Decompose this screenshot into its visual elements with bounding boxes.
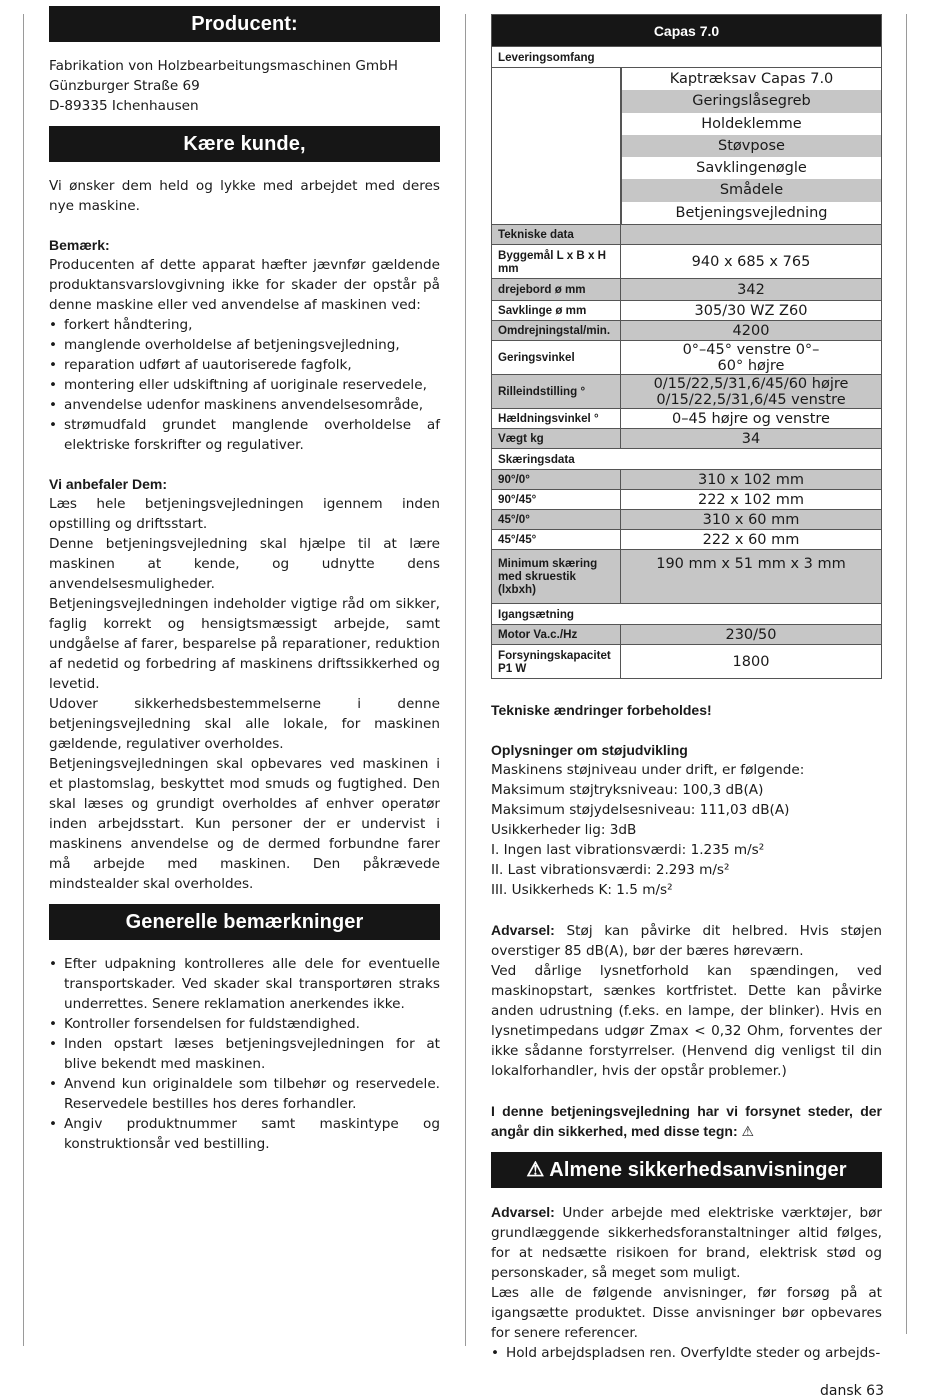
center-divider-line — [465, 14, 466, 1346]
spec-label: Omdrejningstal/min. — [492, 321, 621, 341]
list-item: • anvendelse udenfor maskinens anvendelsesområde, — [49, 395, 440, 415]
spec-value: 305/30 WZ Z60 — [621, 301, 882, 321]
spec-value: 0–45 højre og venstre — [621, 409, 882, 429]
anbefaler-title: Vi anbefaler Dem: — [49, 476, 168, 492]
greeting-text: Vi ønsker dem held og lykke med arbejdet med deres nye maskine. — [49, 178, 440, 214]
spec-value: 342 — [621, 279, 882, 301]
delivery-item: Holdeklemme — [621, 113, 881, 135]
lysnet-paragraph: Ved dårlige lysnetforhold kan spændingen, ved maskinopstart, sænkes kortfristet. Dette kan påvirke anden udrustning (f.eks. en lampe, der blinker). Hvis en lysnetimpedans udgør Zmax < 0,32 Ohm, forventes der ikke sådanne forstyrrelser. (Henvend dig venligst til din lokalforhandler, hvis der opstår problemer.) — [491, 963, 882, 1080]
spec-value: 4200 — [621, 321, 882, 341]
spec-label: Savklinge ø mm — [492, 301, 621, 321]
producent-heading: Producent: — [49, 6, 440, 42]
list-item: • Hold arbejdspladsen ren. Overfyldte steder og arbejds- — [491, 1343, 882, 1363]
list-item: • strømudfald grundet manglende overholdelse af elektriske forskrifter og regulativer. — [49, 415, 440, 455]
spec-table-title: Capas 7.0 — [492, 15, 882, 47]
spec-value: 0/15/22,5/31,6/45/60 højre 0/15/22,5/31,6/45 venstre — [621, 375, 882, 409]
address-line: Fabrikation von Holzbearbeitungsmaschinen GmbH — [49, 58, 398, 74]
advarsel2-text: Under arbejde med elektriske værktøjer, bør grundlæggende sikkerhedsforanstaltninger altid følges, for at nedsætte risikoen for brand, elektrisk stød og personskader, så meget som muligt. — [491, 1205, 882, 1282]
advarsel-label: Advarsel: — [491, 922, 555, 939]
list-item: • manglende overholdelse af betjeningsvejledning, — [49, 335, 440, 355]
stoj-title: Oplysninger om støjudvikling — [491, 742, 688, 759]
cut-value: 190 mm x 51 mm x 3 mm — [621, 550, 882, 604]
left-column — [49, 6, 440, 1154]
sikkerhed-heading-text: Almene sikkerhedsanvisninger — [549, 1159, 847, 1182]
cut-label: 45°/45° — [492, 530, 621, 550]
spec-value: 34 — [621, 429, 882, 449]
left-margin-line — [23, 14, 24, 1346]
list-item: • forkert håndtering, — [49, 315, 440, 335]
anbefaler-paragraph: Betjeningsvejledningen skal opbevares ved maskinen i et plastomslag, beskyttet mod smuds og fugtighed. Den skal læses og grundigt overholdes af enhver operatør inden arbejdsstart. Kun personer der er undervist i maskinens anvendelse og de dermed forbundne farer må arbejde med maskinen. Den påkrævede mindstealder skal overholdes. — [49, 756, 440, 892]
cut-value: 222 x 102 mm — [621, 490, 882, 510]
power-value: 230/50 — [621, 625, 882, 645]
laes-paragraph: Læs alle de følgende anvisninger, før forsøg på at igangsætte produktet. Disse anvisninger bør opbevares for senere referencer. — [491, 1285, 882, 1342]
power-label: Forsyningskapacitet P1 W — [492, 645, 621, 679]
cut-value: 310 x 102 mm — [621, 470, 882, 490]
bemaerk-title: Bemærk: — [49, 237, 110, 253]
bemaerk-list — [49, 315, 440, 455]
anbefaler-paragraph: Læs hele betjeningsvejledningen igennem inden opstilling og driftsstart. — [49, 496, 440, 532]
stoj-line: Usikkerheder lig: 3dB — [491, 822, 637, 839]
page-footer: dansk 63 — [819, 1383, 884, 1399]
delivery-items — [621, 68, 882, 225]
manufacturer-address — [49, 56, 440, 116]
warning-triangle-icon: ⚠ — [741, 1123, 755, 1140]
tekniske-data-label: Tekniske data — [492, 225, 621, 245]
delivery-item: Savklingenøgle — [621, 157, 881, 179]
cut-value: 310 x 60 mm — [621, 510, 882, 530]
tegn-text: I denne betjeningsvejledning har vi forsynet steder, der angår din sikkerhed, med disse tegn: — [491, 1103, 882, 1140]
stoj-line: Maksimum støjtryksniveau: 100,3 dB(A) — [491, 782, 764, 799]
list-item: • reparation udført af uautoriserede fagfolk, — [49, 355, 440, 375]
delivery-item: Betjeningsvejledning — [621, 202, 881, 224]
list-item: • Inden opstart læses betjeningsvejledningen for at blive bekendt med maskinen. — [49, 1034, 440, 1074]
kunde-heading: Kære kunde, — [49, 126, 440, 162]
cut-label: 90°/0° — [492, 470, 621, 490]
tekniske-aendringer: Tekniske ændringer forbeholdes! — [491, 702, 712, 719]
warning-triangle-icon: ⚠ — [526, 1159, 545, 1182]
list-item: • montering eller udskiftning af uoriginale reservedele, — [49, 375, 440, 395]
power-value: 1800 — [621, 645, 882, 679]
spec-label: Hældningsvinkel ° — [492, 409, 621, 429]
generelle-list — [49, 954, 440, 1154]
sikkerhed-heading — [491, 1152, 882, 1188]
advarsel2-paragraph — [491, 1202, 882, 1283]
power-label: Motor Va.c./Hz — [492, 625, 621, 645]
stoj-line: I. Ingen last vibrationsværdi: 1.235 m/s² — [491, 842, 765, 859]
delivery-item: Kaptræksav Capas 7.0 — [621, 68, 881, 90]
cut-label: 45°/0° — [492, 510, 621, 530]
list-item: • Anvend kun originaldele som tilbehør og reservedele. Reservedele bestilles hos deres forhandler. — [49, 1074, 440, 1114]
spec-table — [491, 14, 882, 679]
address-line: D-89335 Ichenhausen — [49, 98, 199, 114]
spec-label: drejebord ø mm — [492, 279, 621, 301]
stoj-line: III. Usikkerheds K: 1.5 m/s² — [491, 882, 673, 899]
delivery-item: Smådele — [621, 179, 881, 201]
anbefaler-paragraph: Udover sikkerhedsbestemmelserne i denne betjeningsvejledning skal alle lokale, for maskinen gældende, regulativer overholdes. — [49, 696, 440, 752]
cut-label: 90°/45° — [492, 490, 621, 510]
delivery-item: Støvpose — [621, 135, 881, 157]
bemaerk-text: Producenten af dette apparat hæfter jævnfør gældende produktansvarslovgivning ikke for skader der opstår på denne maskine eller ved anvendelse af maskinen ved: — [49, 257, 440, 313]
stoj-line: II. Last vibrationsværdi: 2.293 m/s² — [491, 862, 730, 879]
tegn-paragraph — [491, 1101, 882, 1141]
spec-label: Rilleindstilling ° — [492, 375, 621, 409]
spec-label: Geringsvinkel — [492, 341, 621, 375]
delivery-item: Geringslåsegreb — [621, 90, 881, 112]
skaeringsdata-label: Skæringsdata — [492, 449, 882, 470]
stoj-info — [491, 760, 882, 900]
right-column — [491, 14, 882, 1363]
spec-label: Vægt kg — [492, 429, 621, 449]
leveringsomfang-label: Leveringsomfang — [492, 47, 882, 68]
safety-list — [491, 1343, 882, 1363]
stoj-line: Maksimum støjydelsesniveau: 111,03 dB(A) — [491, 802, 790, 819]
list-item: • Angiv produktnummer samt maskintype og konstruktionsår ved bestilling. — [49, 1114, 440, 1154]
list-item: • Efter udpakning kontrolleres alle dele for eventuelle transportskader. Ved skader skal transportøren straks underrettes. Senere reklamation anerkendes ikke. — [49, 954, 440, 1014]
cut-label: Minimum skæring med skruestik (lxbxh) — [492, 550, 621, 604]
stoj-line: Maskinens støjniveau under drift, er følgende: — [491, 762, 805, 779]
igangsaetning-label: Igangsætning — [492, 604, 882, 625]
spec-label: Byggemål L x B x H mm — [492, 245, 621, 279]
anbefaler-paragraph: Denne betjeningsvejledning skal hjælpe til at lære maskinen at kende, og udnytte dens anvendelsesmuligheder. — [49, 536, 440, 592]
cut-value: 222 x 60 mm — [621, 530, 882, 550]
items-blank-cell — [492, 68, 621, 225]
list-item: • Kontroller forsendelsen for fuldstændighed. — [49, 1014, 440, 1034]
spec-value: 940 x 685 x 765 — [621, 245, 882, 279]
address-line: Günzburger Straße 69 — [49, 78, 200, 94]
right-margin-line — [906, 14, 907, 1334]
advarsel-text: Støj kan påvirke dit helbred. Hvis støjen overstiger 85 dB(A), bør der bæres høreværn. — [491, 923, 882, 960]
generelle-heading: Generelle bemærkninger — [49, 904, 440, 940]
spec-value: 0°–45° venstre 0°–60° højre — [621, 341, 882, 375]
advarsel-paragraph — [491, 920, 882, 961]
advarsel2-label: Advarsel: — [491, 1204, 555, 1221]
anbefaler-paragraph: Betjeningsvejledningen indeholder vigtige råd om sikker, faglig korrekt og hensigtsmæssigt arbejde, samt undgåelse af farer, besparelse på reparationer, reduktion af nedetid og forbedring af maskinens driftssikkerhed og levetid. — [49, 596, 440, 692]
